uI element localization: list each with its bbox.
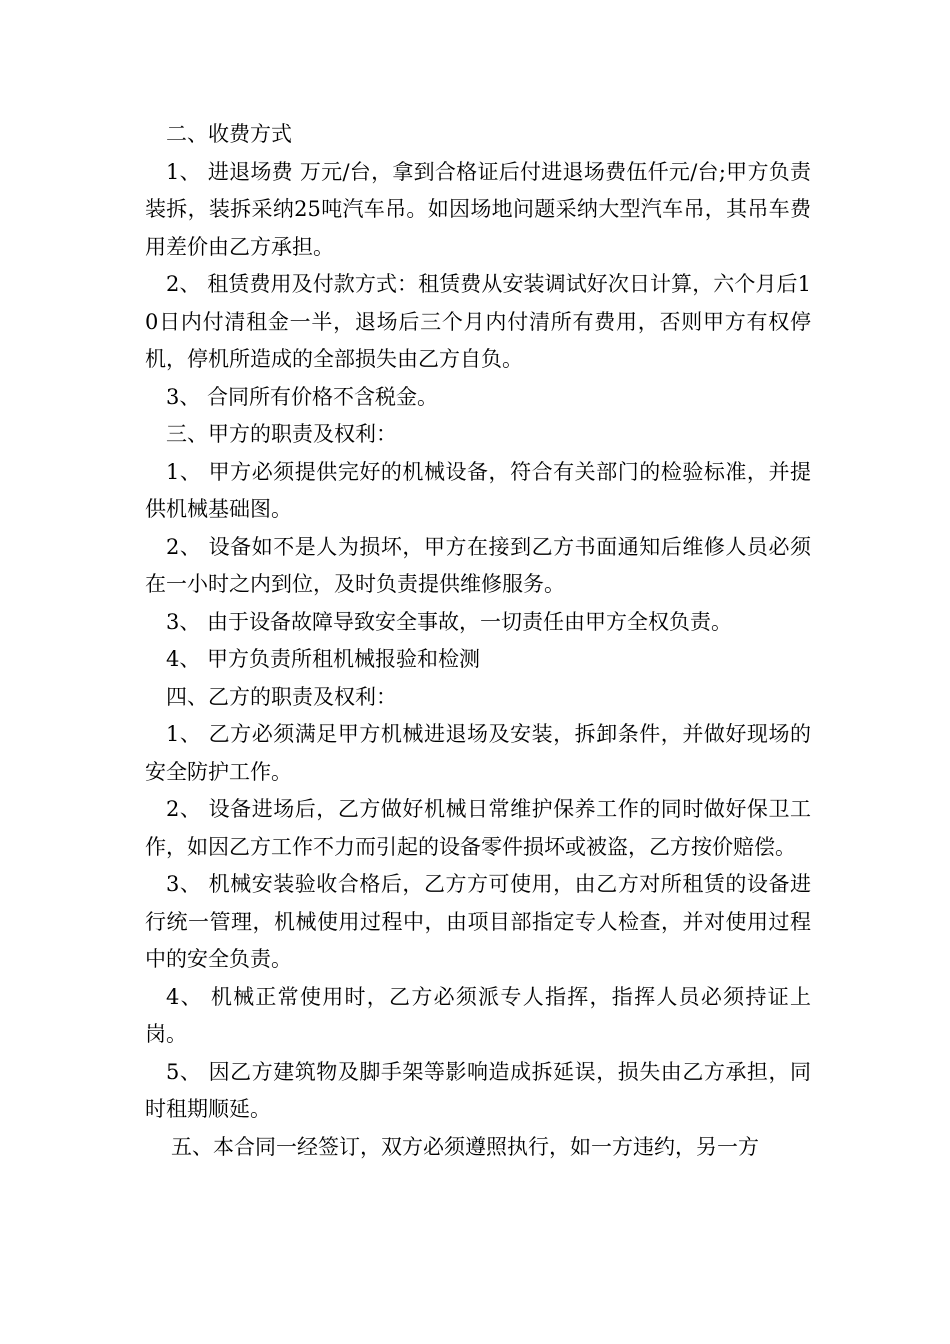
party-b-item-4: 4、 机械正常使用时，乙方必须派专人指挥，指挥人员必须持证上岗。	[145, 984, 811, 1046]
party-a-item-2: 2、 设备如不是人为损坏，甲方在接到乙方书面通知后维修人员必须在一小时之内到位，及时负责提供维修服务。	[145, 534, 811, 596]
party-a-item-1: 1、 甲方必须提供完好的机械设备，符合有关部门的检验标准，并提供机械基础图。	[145, 459, 811, 521]
fees-item-2: 2、 租赁费用及付款方式：租赁费从安装调试好次日计算，六个月后10日内付清租金一半，退场后三个月内付清所有费用，否则甲方有权停机，停机所造成的全部损失由乙方自负。	[145, 272, 811, 371]
fees-item-3: 3、 合同所有价格不含税金。	[166, 384, 439, 409]
section-heading-fees: 二、收费方式	[166, 122, 292, 146]
section-heading-party-a: 三、甲方的职责及权利：	[166, 422, 397, 446]
party-b-item-5: 5、 因乙方建筑物及脚手架等影响造成拆延误，损失由乙方承担，同时租期顺延。	[145, 1059, 811, 1121]
party-b-item-1: 1、 乙方必须满足甲方机械进退场及安装，拆卸条件，并做好现场的安全防护工作。	[145, 722, 811, 784]
party-b-item-3: 3、 机械安装验收合格后，乙方方可使用，由乙方对所租赁的设备进行统一管理，机械使用过程中，由项目部指定专人检查，并对使用过程中的安全负责。	[145, 872, 811, 971]
party-a-item-3: 3、 由于设备故障导致安全事故，一切责任由甲方全权负责。	[166, 609, 733, 634]
document-body	[145, 116, 811, 1166]
party-a-item-4: 4、 甲方负责所租机械报验和检测	[166, 647, 481, 671]
party-b-item-2: 2、 设备进场后，乙方做好机械日常维护保养工作的同时做好保卫工作，如因乙方工作不力而引起的设备零件损坏或被盗，乙方按价赔偿。	[145, 797, 811, 859]
fees-item-1: 1、 进退场费 万元/台，拿到合格证后付进退场费伍仟元/台;甲方负责装拆，装拆采纳25吨汽车吊。如因场地问题采纳大型汽车吊，其吊车费用差价由乙方承担。	[145, 159, 811, 259]
section-heading-contract-terms: 五、本合同一经签订，双方必须遵照执行，如一方违约，另一方	[171, 1134, 759, 1159]
section-heading-party-b: 四、乙方的职责及权利：	[166, 684, 397, 709]
